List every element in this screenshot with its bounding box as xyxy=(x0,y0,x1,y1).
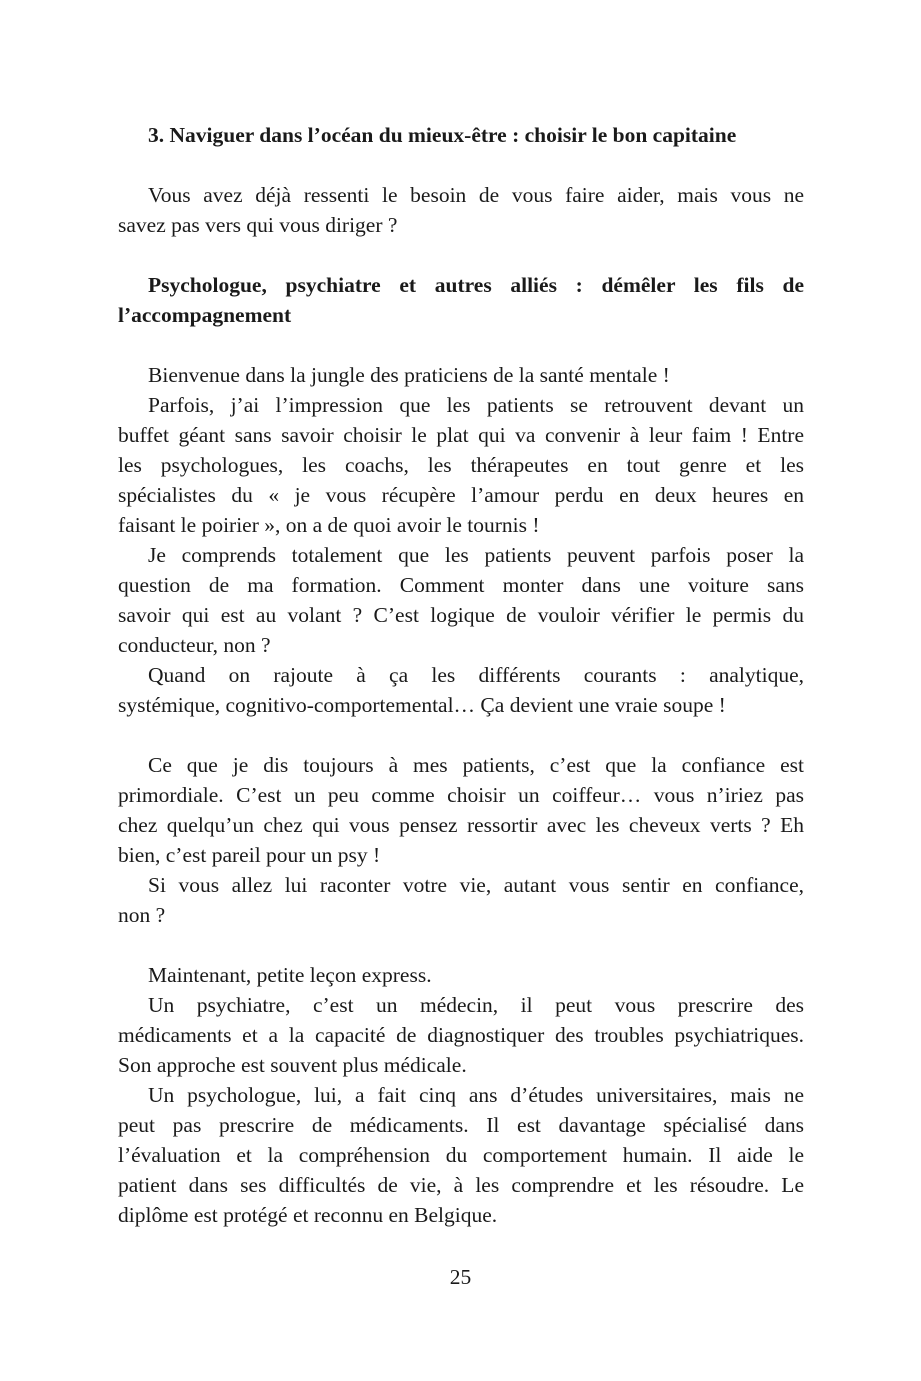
subheading-line: l’accompagnement xyxy=(118,303,292,327)
text-line: Quand on rajoute à ça les différents courants : analytique, xyxy=(148,663,804,687)
subheading-line: Psychologue, psychiatre et autres alliés : démêler les fils de xyxy=(148,273,804,297)
paragraph xyxy=(118,990,804,1080)
text-line: Si vous allez lui raconter votre vie, autant vous sentir en confiance, xyxy=(148,873,804,897)
text-line: Son approche est souvent plus médicale. xyxy=(118,1053,467,1077)
text-line: question de ma formation. Comment monter dans une voiture sans xyxy=(118,573,804,597)
text-line: patient dans ses difficultés de vie, à les comprendre et les résoudre. Le xyxy=(118,1173,804,1197)
text-line: peut pas prescrire de médicaments. Il est davantage spécialisé dans xyxy=(118,1113,804,1137)
text-line: primordiale. C’est un peu comme choisir un coiffeur… vous n’iriez pas xyxy=(118,783,804,807)
page-body xyxy=(118,120,804,1230)
text-line: savez pas vers qui vous diriger ? xyxy=(118,213,398,237)
text-line: spécialistes du « je vous récupère l’amour perdu en deux heures en xyxy=(118,483,804,507)
text-line: Vous avez déjà ressenti le besoin de vous faire aider, mais vous ne xyxy=(148,183,804,207)
text-line: Un psychiatre, c’est un médecin, il peut vous prescrire des xyxy=(148,993,804,1017)
paragraph xyxy=(118,540,804,660)
text-line: Maintenant, petite leçon express. xyxy=(148,963,432,987)
text-line: diplôme est protégé et reconnu en Belgique. xyxy=(118,1203,498,1227)
text-line: Ce que je dis toujours à mes patients, c’est que la confiance est xyxy=(148,753,804,777)
paragraph-intro xyxy=(118,180,804,240)
text-line: Bienvenue dans la jungle des praticiens de la santé mentale ! xyxy=(148,363,670,387)
text-line: Je comprends totalement que les patients peuvent parfois poser la xyxy=(148,543,804,567)
paragraph xyxy=(118,870,804,930)
text-line: savoir qui est au volant ? C’est logique de vouloir vérifier le permis du xyxy=(118,603,804,627)
paragraph xyxy=(118,750,804,870)
text-line: systémique, cognitivo-comportemental… Ça devient une vraie soupe ! xyxy=(118,693,726,717)
section-subheading xyxy=(118,270,804,330)
text-line: bien, c’est pareil pour un psy ! xyxy=(118,843,381,867)
text-line: chez quelqu’un chez qui vous pensez ressortir avec les cheveux verts ? Eh xyxy=(118,813,804,837)
paragraph xyxy=(118,390,804,540)
text-line: Un psychologue, lui, a fait cinq ans d’études universitaires, mais ne xyxy=(148,1083,804,1107)
page-number: 25 xyxy=(449,1265,472,1289)
text-line: médicaments et a la capacité de diagnostiquer des troubles psychiatriques. xyxy=(118,1023,804,1047)
text-line: l’évaluation et la compréhension du comportement humain. Il aide le xyxy=(118,1143,804,1167)
text-line: les psychologues, les coachs, les thérapeutes en tout genre et les xyxy=(118,453,804,477)
text-line: buffet géant sans savoir choisir le plat qui va convenir à leur faim ! Entre xyxy=(118,423,804,447)
text-line: Parfois, j’ai l’impression que les patients se retrouvent devant un xyxy=(148,393,804,417)
paragraph xyxy=(118,1080,804,1230)
paragraph xyxy=(118,660,804,720)
text-line: conducteur, non ? xyxy=(118,633,271,657)
text-line: faisant le poirier », on a de quoi avoir le tournis ! xyxy=(118,513,540,537)
text-line: non ? xyxy=(118,903,166,927)
chapter-heading: 3. Naviguer dans l’océan du mieux-être : choisir le bon capitaine xyxy=(148,123,737,147)
